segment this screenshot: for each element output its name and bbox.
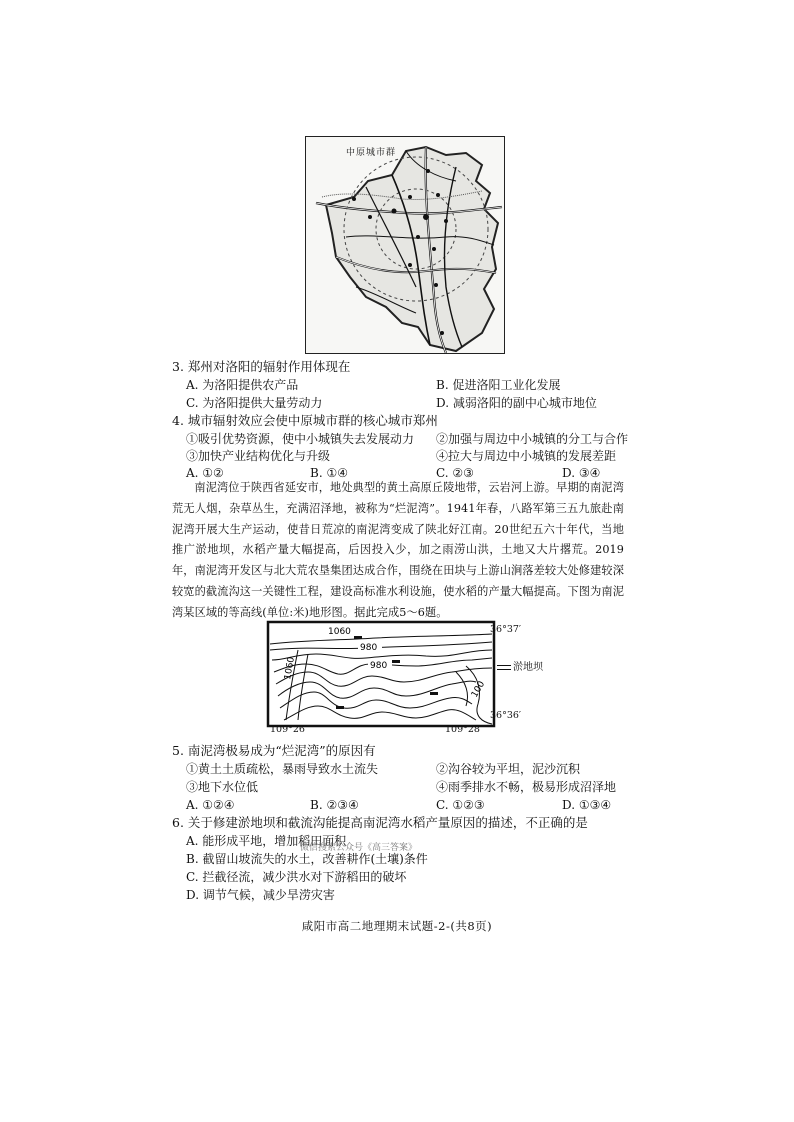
watermark: 微信搜索公众号《高三答案》: [300, 843, 418, 853]
q5-statement-4: ④雨季排水不畅，极易形成沼泽地: [436, 780, 617, 794]
map1-title: 中原城市群: [346, 148, 397, 158]
map-legend: [497, 658, 543, 673]
contour-label-1: 1060: [328, 627, 351, 637]
latitude-bottom: 36°36′: [490, 710, 522, 721]
contour-map: [266, 620, 506, 736]
q3-option-d: D. 减弱洛阳的副中心城市地位: [436, 396, 597, 410]
q6-stem: 6. 关于修建淤地坝和截流沟能提高南泥湾水稻产量原因的描述，不正确的是: [172, 815, 588, 830]
contour-label-5: 100: [469, 679, 488, 700]
q4-option-c: C. ②③: [436, 466, 474, 480]
longitude-left: 109°26′: [270, 724, 308, 735]
legend-label: 淤地坝: [513, 662, 543, 673]
q5-stem: 5. 南泥湾极易成为“烂泥湾”的原因有: [172, 743, 376, 758]
q3-option-a: A. 为洛阳提供农产品: [186, 378, 299, 392]
nanniwan-passage: 南泥湾位于陕西省延安市，地处典型的黄土高原丘陵地带，云岩河上游。早期的南泥湾荒无人烟，杂草丛生，充满沼泽地，被称为“烂泥湾”。1941年春，八路军第三五九旅赴南泥湾开展大生产运动，使昔日荒凉的南泥湾变成了陕北好江南。20世纪五六十年代，当地推广淤地坝，水稻产量大幅提高，后因投入少，加之雨涝山洪，土地又大片撂荒。2019年，南泥湾开发区与北大荒农垦集团达成合作，围绕在田块与上游山涧落差较大处修建较深较宽的截流沟这一关键性工程，建设高标准水利设施，使水稻的产量大幅提高。下图为南泥湾某区域的等高线(单位:米)地形图。据此完成5～6题。: [172, 481, 624, 619]
q5-statement-2: ②沟谷较为平坦，泥沙沉积: [436, 762, 581, 776]
central-plains-map: [305, 136, 505, 354]
q5-option-d: D. ①③④: [562, 798, 612, 812]
q5-statement-1: ①黄土土质疏松，暴雨导致水土流失: [186, 762, 379, 776]
latitude-top: 36°37′: [490, 624, 522, 635]
q6-option-c: C. 拦截径流，减少洪水对下游稻田的破坏: [186, 870, 407, 884]
contour-label-3: 980: [370, 661, 388, 671]
q5-option-b: B. ②③④: [310, 798, 359, 812]
q5-option-c: C. ①②③: [436, 798, 485, 812]
q6-option-a: A. 能形成平地，增加稻田面积: [186, 834, 347, 848]
q4-statement-2: ②加强与周边中小城镇的分工与合作: [436, 432, 629, 446]
q3-option-c: C. 为洛阳提供大量劳动力: [186, 396, 323, 410]
q4-statement-4: ④拉大与周边中小城镇的发展差距: [436, 449, 617, 463]
check-dam-symbol: [497, 665, 511, 670]
q5-option-a: A. ①②④: [186, 798, 235, 812]
q4-stem: 4. 城市辐射效应会使中原城市群的核心城市郑州: [172, 413, 438, 428]
q3-option-b: B. 促进洛阳工业化发展: [436, 378, 561, 392]
page-footer: 咸阳市高二地理期末试题-2-(共8页): [301, 919, 493, 933]
q4-option-a: A. ①②: [186, 466, 224, 480]
q4-option-d: D. ③④: [562, 466, 601, 480]
central-plains-map-drawing: [306, 137, 506, 355]
contour-label-4: 1060: [283, 656, 297, 681]
q3-stem: 3. 郑州对洛阳的辐射作用体现在: [172, 359, 351, 374]
contour-label-2: 980: [360, 643, 378, 653]
q5-statement-3: ③地下水位低: [186, 780, 259, 794]
q4-statement-3: ③加快产业结构优化与升级: [186, 449, 331, 463]
q6-option-d: D. 调节气候，减少旱涝灾害: [186, 888, 335, 902]
q6-option-b: B. 截留山坡流失的水土，改善耕作(土壤)条件: [186, 852, 428, 866]
q4-option-b: B. ①④: [310, 466, 348, 480]
longitude-right: 109°28′: [445, 724, 483, 735]
q4-statement-1: ①吸引优势资源，使中小城镇失去发展动力: [186, 432, 415, 446]
